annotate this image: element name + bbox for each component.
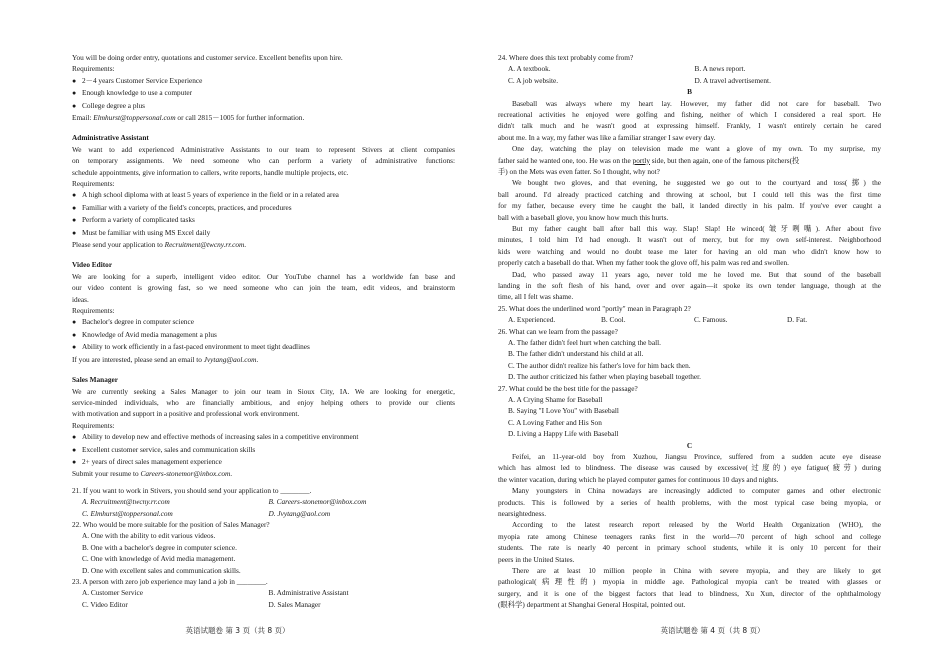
question-21-option-a[interactable]: A. Recruitment@twcny.rr.com	[82, 497, 170, 507]
video-contact-email: Jvytang@aol.com	[203, 354, 257, 364]
video-body-line: our video content is growing fast, so we need someone who can join the team, edit videos, and brainstorm	[72, 283, 455, 293]
question-21-options	[72, 496, 455, 507]
passage-b-line: Baseball was always where my heart lay. However, my father did not care for baseball. Two	[512, 98, 881, 108]
passage-b-line: But my father caught ball after ball this way. Slap! Slap! He winced(皱牙咧嘴). After about five	[512, 223, 881, 233]
passage-b-line: minutes, I told him I'd had enough. It wasn't out of mercy, but for my own self-interest. Neighborhood	[498, 235, 881, 245]
question-23-options	[72, 599, 455, 610]
passage-c-line: myopia rate among Chinese teenagers ranks first in the world—70 percent of high school and college	[498, 531, 881, 541]
passage-c-line: products. This is followed by a series of health problems, with the most typical case being myopia, or	[498, 497, 881, 507]
intro-contact: Email: Elmhurst@toppersonal.com or call 2815－1005 for further information.	[72, 113, 305, 123]
admin-contact-email: Recruitment@twcny.rr.com	[164, 240, 245, 250]
passage-c-line: pathological(病理性的) myopia in middle age. Pathological myopia can't be treated with glasses or	[498, 577, 881, 587]
passage-b-line: 手) on the Mets was even fatter. So I thought, why not?	[498, 167, 660, 176]
video-requirements-label: Requirements:	[72, 306, 115, 316]
admin-body-line: We want to add experienced Administrative Assistants to our team to represent Stivers at client companies	[72, 144, 455, 154]
video-body-line: ideas.	[72, 294, 89, 304]
passage-c-line: surgery, and it is one of the biggest factors that lead to blindness, Xu Xun, director of the ophthalmology	[498, 588, 881, 598]
section-c-heading: C	[686, 440, 693, 450]
question-26-option-a[interactable]: A. The father didn't feel hurt when catching the ball.	[508, 337, 661, 347]
passage-c-line: (眼科学) department at Shanghai General Hospital, pointed out.	[498, 600, 686, 610]
admin-bullet: ● A high school diploma with at least 5 years of experience in the field or in a related area	[72, 189, 455, 201]
question-27-option-b[interactable]: B. Saying "I Love You" with Baseball	[508, 406, 619, 416]
admin-heading: Administrative Assistant	[72, 133, 149, 143]
sales-bullet: ● 2+ years of direct sales management experience	[72, 456, 455, 468]
intro-contact-rest: or call 2815－1005 for further information.	[175, 113, 305, 123]
page-3-footer: 英语试题卷 第 3 页（共 8 页）	[185, 626, 290, 635]
question-22-option-a[interactable]: A. One with the ability to edit various videos.	[82, 531, 216, 541]
sales-contact-email: Careers-stonemor@inbox.com	[140, 469, 231, 479]
question-24-stem: 24. Where does this text probably come from?	[498, 53, 634, 62]
video-bullet: ● Knowledge of Avid media management a plus	[72, 329, 455, 341]
question-23-option-b[interactable]: B. Administrative Assistant	[268, 588, 349, 598]
video-body-line: We are looking for a superb, intelligent video editor. Our YouTube channel has a worldwide fan base and	[72, 271, 455, 281]
question-21-option-c[interactable]: C. Elmhurst@toppersonal.com	[82, 508, 173, 518]
question-26-option-b[interactable]: B. The father didn't understand his child at all.	[508, 349, 644, 359]
admin-bullet: ● Must be familiar with using MS Excel daily	[72, 227, 455, 239]
question-25-stem: 25. What does the underlined word "portly" mean in Paragraph 2?	[498, 303, 691, 313]
page-4-column	[498, 52, 881, 611]
admin-contact	[72, 239, 455, 250]
intro-bullet: ● 2－4 years Customer Service Experience	[72, 75, 455, 87]
sales-bullet: ● Excellent customer service, sales and communication skills	[72, 444, 455, 456]
sales-body-line: We are currently seeking a Sales Manager to join our team in Sioux City, IA. We are looking for energetic,	[72, 386, 455, 396]
passage-c-line: According to the latest research report released by the World Health Organization (WHO), the	[512, 520, 881, 530]
question-25-options	[498, 314, 881, 325]
question-26-stem: 26. What can we learn from the passage?	[498, 326, 618, 336]
passage-b-line: didn't talk much and he wasn't good at expressing himself. Frankly, I wasn't entirely certain he cared	[498, 121, 881, 131]
question-23-stem: 23. A person with zero job experience may land a job in ________.	[72, 576, 268, 586]
exam-page-4	[475, 0, 950, 660]
page-4-footer: 英语试题卷 第 4 页（共 8 页）	[660, 626, 765, 635]
sales-body-line: with motivation and support in a positive and professional work environment.	[72, 409, 300, 419]
question-24-option-b[interactable]: B. A news report.	[694, 64, 746, 74]
intro-requirements-label: Requirements:	[72, 64, 115, 74]
question-24-options	[498, 75, 881, 86]
question-24-option-a[interactable]: A. A textbook.	[508, 64, 551, 74]
passage-b-line: recreational activities he enjoyed were golfing and fishing, neither of which I considered a real sport. He	[498, 110, 881, 120]
question-27-option-a[interactable]: A. A Crying Shame for Baseball	[508, 395, 603, 404]
passage-c-line: peers in the United States.	[498, 554, 575, 564]
question-25-option-c[interactable]: C. Famous.	[694, 315, 728, 325]
admin-body-line: schedule appointments, give information to callers, write reports, handle multiple projects, etc.	[72, 167, 349, 177]
passage-c-line: nearsightedness.	[498, 509, 547, 518]
video-contact-end: .	[256, 354, 259, 364]
admin-bullet: ● Familiar with a variety of the field's concepts, practices, and procedures	[72, 202, 455, 214]
passage-c-line: students. The rate is nearly 40 percent in primary school students, while it is only 10 percent for their	[498, 543, 881, 553]
passage-b-line: about me. In a way, my father was like a familiar stranger I saw every day.	[498, 132, 716, 142]
admin-contact-text: Please send your application to	[72, 240, 165, 250]
question-27-option-c[interactable]: C. A Loving Father and His Son	[508, 417, 602, 427]
section-b-heading: B	[687, 87, 692, 97]
intro-bullet: ● College degree a plus	[72, 100, 455, 112]
question-22-stem: 22. Who would be more suitable for the position of Sales Manager?	[72, 519, 270, 529]
passage-b-line: for my father, because every time he caught the ball, it landed directly in his palm. If you've ever caught a	[498, 201, 881, 211]
passage-b-line: landing in the soft flesh of his hand, over and over again—it spoke its own tender language, though at the	[498, 280, 881, 290]
question-23-option-d[interactable]: D. Sales Manager	[268, 599, 321, 609]
admin-requirements-label: Requirements:	[72, 179, 115, 189]
passage-b-line: ball with a baseball glove, you know how much this hurts.	[498, 212, 669, 222]
passage-c-line: Feifei, an 11-year-old boy from Xuzhou, Jiangsu Province, suffered from a sudden acute eye disease	[512, 452, 881, 462]
passage-b-line: One day, watching the play on television made me want a glove of my own. To my surprise, my	[512, 144, 881, 154]
passage-b-line: properly catch a baseball do that. When my father took the glove off, his palm was red and swollen.	[498, 258, 789, 268]
question-24-option-d[interactable]: D. A travel advertisement.	[694, 75, 771, 85]
question-22-option-b[interactable]: B. One with a bachelor's degree in computer science.	[82, 542, 237, 552]
question-25-option-a[interactable]: A. Experienced.	[508, 315, 556, 325]
admin-contact-end: .	[244, 240, 247, 250]
passage-c-line: Many youngsters in China nowadays are increasingly addicted to computer games and other electronic	[512, 486, 881, 496]
passage-b-line: Dad, who passed away 11 years ago, never told me he loved me. But that sound of the baseball	[512, 269, 881, 279]
sales-requirements-label: Requirements:	[72, 420, 115, 430]
question-21-stem: 21. If you want to work in Stivers, you should send your application to ________.	[72, 485, 312, 495]
sales-heading: Sales Manager	[72, 375, 119, 385]
intro-line: You will be doing order entry, quotations and customer service. Excellent benefits upon hire.	[72, 53, 343, 62]
question-24-options	[498, 63, 881, 74]
video-contact	[72, 354, 455, 365]
sales-contact	[72, 468, 455, 479]
para2-text: side, but then again, one of the famous pitchers(投	[649, 155, 800, 165]
question-23-option-a[interactable]: A. Customer Service	[82, 588, 143, 598]
passage-b-line	[498, 155, 881, 166]
question-27-option-d[interactable]: D. Living a Happy Life with Baseball	[508, 429, 619, 439]
sales-body-line: service-minded individuals, who are financially ambitious, and enjoy helping others to provide our clients	[72, 397, 455, 407]
question-23-options	[72, 587, 455, 598]
underlined-word-portly: portly	[632, 155, 650, 165]
intro-bullet: ● Enough knowledge to use a computer	[72, 87, 455, 99]
question-24-option-c[interactable]: C. A job website.	[508, 75, 559, 85]
question-21-options	[72, 508, 455, 519]
video-contact-text: If you are interested, please send an email to	[72, 354, 204, 364]
question-21-option-d[interactable]: D. Jvytang@aol.com	[268, 508, 331, 518]
page-3-column	[72, 52, 455, 610]
passage-c-line: which has almost led to blindness. The disease was caused by excessive(过度的) eye fatigue(疲劳) during	[498, 463, 881, 473]
video-bullet: ● Ability to work efficiently in a fast-paced environment to meet tight deadlines	[72, 341, 455, 353]
question-27-stem: 27. What could be the best title for the passage?	[498, 383, 638, 393]
video-bullet: ● Bachelor's degree in computer science	[72, 316, 455, 328]
admin-bullet: ● Perform a variety of complicated tasks	[72, 214, 455, 226]
passage-b-line: We bought two gloves, and that evening, he suggested we go out to the courtyard and toss(掷) the	[512, 178, 881, 188]
sales-bullet: ● Ability to develop new and effective methods of increasing sales in a competitive environment	[72, 431, 455, 443]
question-25-option-d[interactable]: D. Fat.	[787, 315, 808, 325]
passage-b-line: ball around. I'd already practiced catching and throwing at school, but I could tell this was the first time	[498, 189, 881, 199]
sales-contact-end: .	[230, 469, 233, 479]
question-25-option-b[interactable]: B. Cool.	[601, 315, 626, 325]
passage-c-line: the winter vacation, during which he played computer games for continuous 10 days and nights.	[498, 474, 779, 484]
question-21-option-b[interactable]: B. Careers-stonemor@inbox.com	[268, 497, 367, 507]
intro-contact-email: Elmhurst@toppersonal.com	[93, 113, 176, 123]
video-heading: Video Editor	[72, 260, 113, 270]
sales-contact-text: Submit your resume to	[72, 469, 141, 479]
para2-text: father said he wanted one, too. He was on the	[498, 155, 633, 165]
admin-body-line: on temporary assignments. We need someone who can perform a variety of administrative functions:	[72, 156, 455, 166]
question-26-option-c[interactable]: C. The author didn't realize his father's love for him back then.	[508, 360, 691, 370]
passage-b-line: kids were watching and would no doubt tease me later for having an old man who didn't know how to	[498, 246, 881, 256]
question-22-option-d[interactable]: D. One with excellent sales and communication skills.	[82, 565, 241, 575]
question-22-option-c[interactable]: C. One with knowledge of Avid media management.	[82, 554, 236, 564]
passage-b-line: time, all I felt was shame.	[498, 292, 574, 302]
question-23-option-c[interactable]: C. Video Editor	[82, 599, 128, 609]
passage-c-line: There are at least 10 million people in China with severe myopia, and they are likely to get	[512, 565, 881, 575]
question-26-option-d[interactable]: D. The author criticized his father when playing baseball together.	[508, 372, 701, 382]
